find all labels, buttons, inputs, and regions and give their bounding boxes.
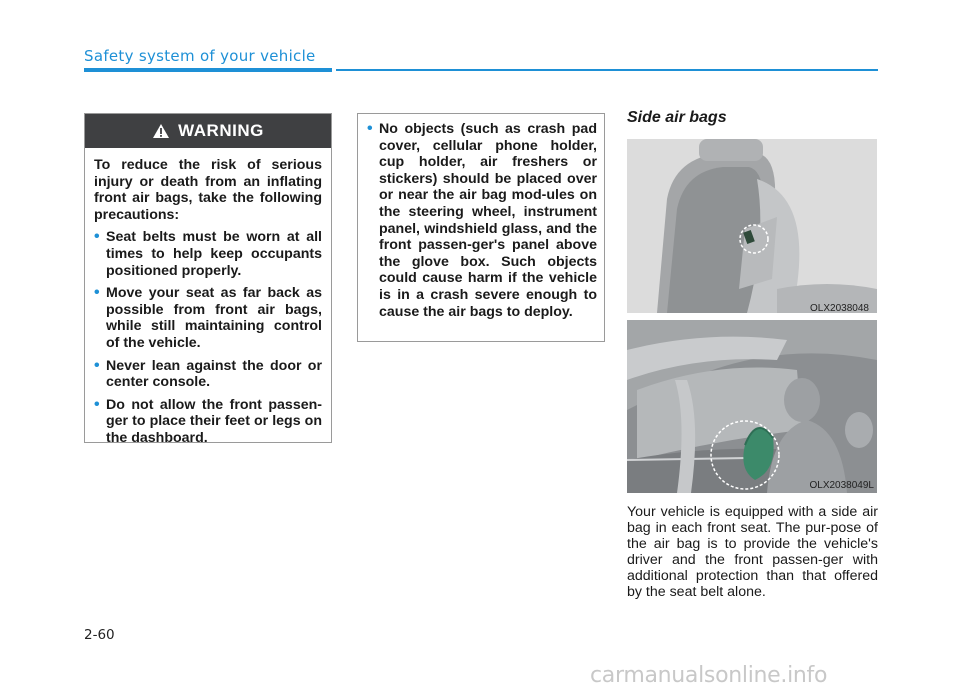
- seat-illustration: [627, 139, 877, 313]
- list-item: • Move your seat as far back as possible from front air bags, while still maintaining control of the vehicle.: [94, 284, 322, 351]
- warning-bullet-list: [94, 229, 322, 446]
- continued-warning-box: [357, 113, 605, 342]
- section-title: Safety system of your vehicle: [84, 47, 316, 65]
- header-rule-thick: [84, 68, 332, 72]
- airbag-deployment-figure: [627, 320, 877, 493]
- list-item: • Do not allow the front passen-ger to place their feet or legs on the dashboard.: [94, 395, 322, 446]
- warning-triangle-icon: [152, 123, 170, 139]
- bullet-icon: •: [94, 356, 100, 374]
- page-number: 2-60: [84, 627, 115, 643]
- bullet-icon: •: [367, 120, 373, 137]
- figure1-code: OLX2038048: [810, 303, 869, 314]
- warning-title-bar: [85, 114, 331, 148]
- side-air-bags-body: Your vehicle is equipped with a side air bag in each front seat. The pur-pose of the air bag is to provide the vehicle's driver and the front passen-ger with additional protection than that offered by the seat belt alone.: [627, 504, 878, 600]
- bullet-icon: •: [94, 284, 100, 302]
- bullet-icon: •: [94, 228, 100, 246]
- list-item: • No objects (such as crash pad cover, cellular phone holder, cup holder, air freshers or stickers) should be placed over or near the air bag mod-ules on the steering wheel, instrument panel, windshield glass, and the front passen-ger's panel above the glove box. Such objects could cause harm if the vehicle is in a crash severe enough to cause the air bags to deploy.: [367, 120, 597, 320]
- figure2-code: OLX2038049L: [809, 480, 874, 491]
- header-rule-thin: [336, 69, 878, 71]
- warning-intro: To reduce the risk of serious injury or death from an inflating front air bags, take the following precautions:: [94, 157, 322, 223]
- seat-airbag-figure: [627, 139, 877, 313]
- list-item: • Seat belts must be worn at all times to help keep occupants positioned properly.: [94, 228, 322, 279]
- list-item: • Never lean against the door or center console.: [94, 356, 322, 391]
- cabin-illustration: [627, 320, 877, 493]
- warning-box: [84, 113, 332, 446]
- warning-title: WARNING: [178, 121, 264, 140]
- continued-bullet-list: [358, 121, 604, 320]
- side-air-bags-title: Side air bags: [627, 109, 727, 126]
- watermark-link[interactable]: carmanualsonline.info: [590, 663, 828, 688]
- bullet-icon: •: [94, 395, 100, 413]
